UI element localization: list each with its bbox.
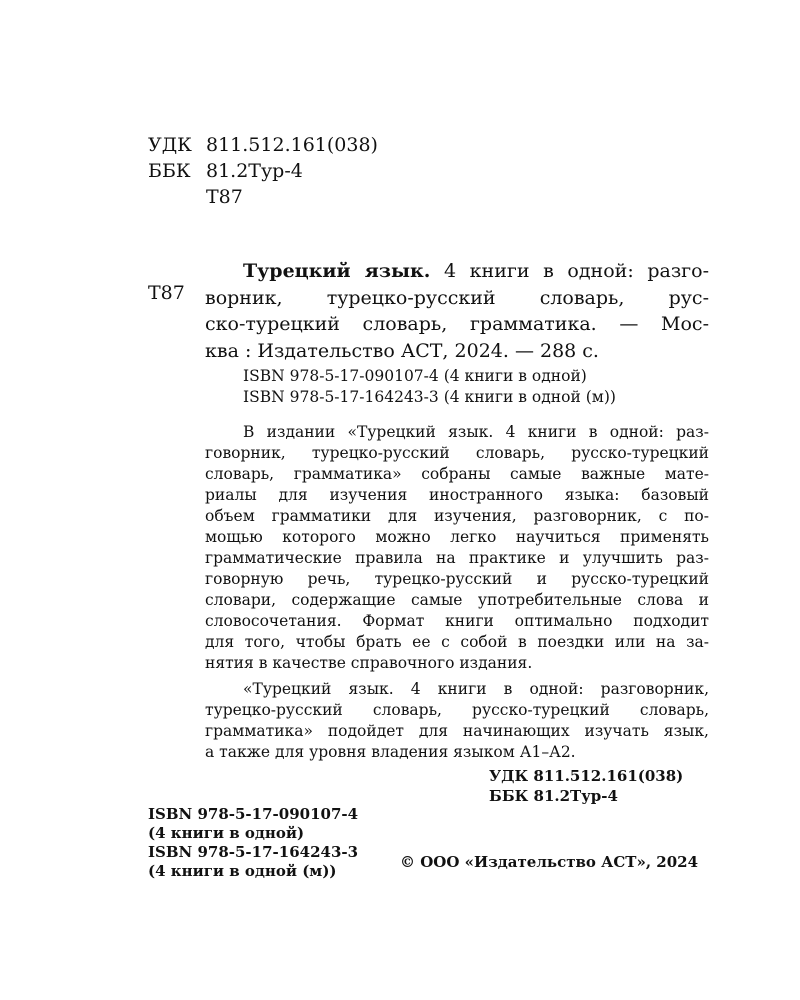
record-line: ква : Издательство АСТ, 2024. — 288 с.	[205, 339, 599, 362]
isbn-line: ISBN 978-5-17-090107-4 (4 книги в одной)	[243, 367, 587, 385]
side-author-mark: Т87	[148, 282, 185, 304]
annotation-line: грамматические правила на практике и улучшить раз-	[205, 549, 709, 567]
annotation-line: мощью которого можно легко научиться применять	[205, 528, 709, 546]
copyright-notice: © ООО «Издательство АСТ», 2024	[400, 853, 699, 871]
annotation-line: для того, чтобы брать ее с собой в поездки или на за-	[205, 633, 709, 651]
udk-row	[148, 132, 378, 158]
bottom-classification-codes	[489, 766, 683, 806]
udk-label: УДК	[148, 134, 192, 156]
bottom-isbn-line: ISBN 978-5-17-164243-3	[148, 843, 359, 861]
annotation-line: словосочетания. Формат книги оптимально подходит	[205, 612, 709, 630]
annotation-line: риалы для изучения иностранного языка: базовый	[205, 486, 709, 504]
classification-codes	[148, 132, 378, 210]
annotation	[205, 422, 709, 763]
udk-value: 811.512.161(038)	[206, 134, 378, 156]
bbk-value: 81.2Тур-4	[206, 160, 303, 182]
record-title: Турецкий язык.	[243, 260, 431, 282]
bottom-isbn-list	[148, 805, 358, 881]
annotation-line: словари, содержащие самые употребительные слова и	[205, 591, 709, 609]
annotation-line: говорную речь, турецко-русский и русско-турецкий	[205, 570, 709, 588]
author-mark: Т87	[206, 186, 243, 208]
annotation-line: грамматика» подойдет для начинающих изучать язык,	[205, 722, 709, 740]
bottom-isbn-line: ISBN 978-5-17-090107-4	[148, 805, 359, 823]
bbk-label: ББК	[148, 160, 191, 182]
annotation-line: В издании «Турецкий язык. 4 книги в одной: раз-	[243, 423, 709, 441]
annotation-line: турецко-русский словарь, русско-турецкий словарь,	[205, 701, 709, 719]
annotation-line: нятия в качестве справочного издания.	[205, 654, 533, 672]
isbn-line: ISBN 978-5-17-164243-3 (4 книги в одной (м))	[243, 388, 616, 406]
bbk-row	[148, 158, 378, 184]
annotation-line: а также для уровня владения языком А1–А2.	[205, 743, 576, 761]
bottom-isbn-line: (4 книги в одной (м))	[148, 862, 337, 880]
bottom-isbn-line: (4 книги в одной)	[148, 824, 305, 842]
bottom-udk: УДК 811.512.161(038)	[489, 767, 684, 785]
record-line: ско-турецкий словарь, грамматика. — Мос-	[205, 313, 709, 335]
record-line: ворник, турецко-русский словарь, рус-	[205, 286, 709, 309]
annotation-line: говорник, турецко-русский словарь, русско-турецкий	[205, 444, 709, 462]
bottom-bbk: ББК 81.2Тур-4	[489, 787, 618, 805]
annotation-line: «Турецкий язык. 4 книги в одной: разговорник,	[243, 680, 709, 698]
record-line: Турецкий язык. 4 книги в одной: разго-	[243, 260, 709, 282]
isbn-list	[243, 366, 616, 408]
annotation-line: объем грамматики для изучения, разговорник, с по-	[205, 507, 709, 525]
annotation-paragraph-2	[205, 679, 709, 763]
annotation-paragraph-1	[205, 422, 709, 674]
annotation-line: словарь, грамматика» собраны самые важные мате-	[205, 465, 709, 483]
bibliographic-record	[205, 258, 709, 364]
